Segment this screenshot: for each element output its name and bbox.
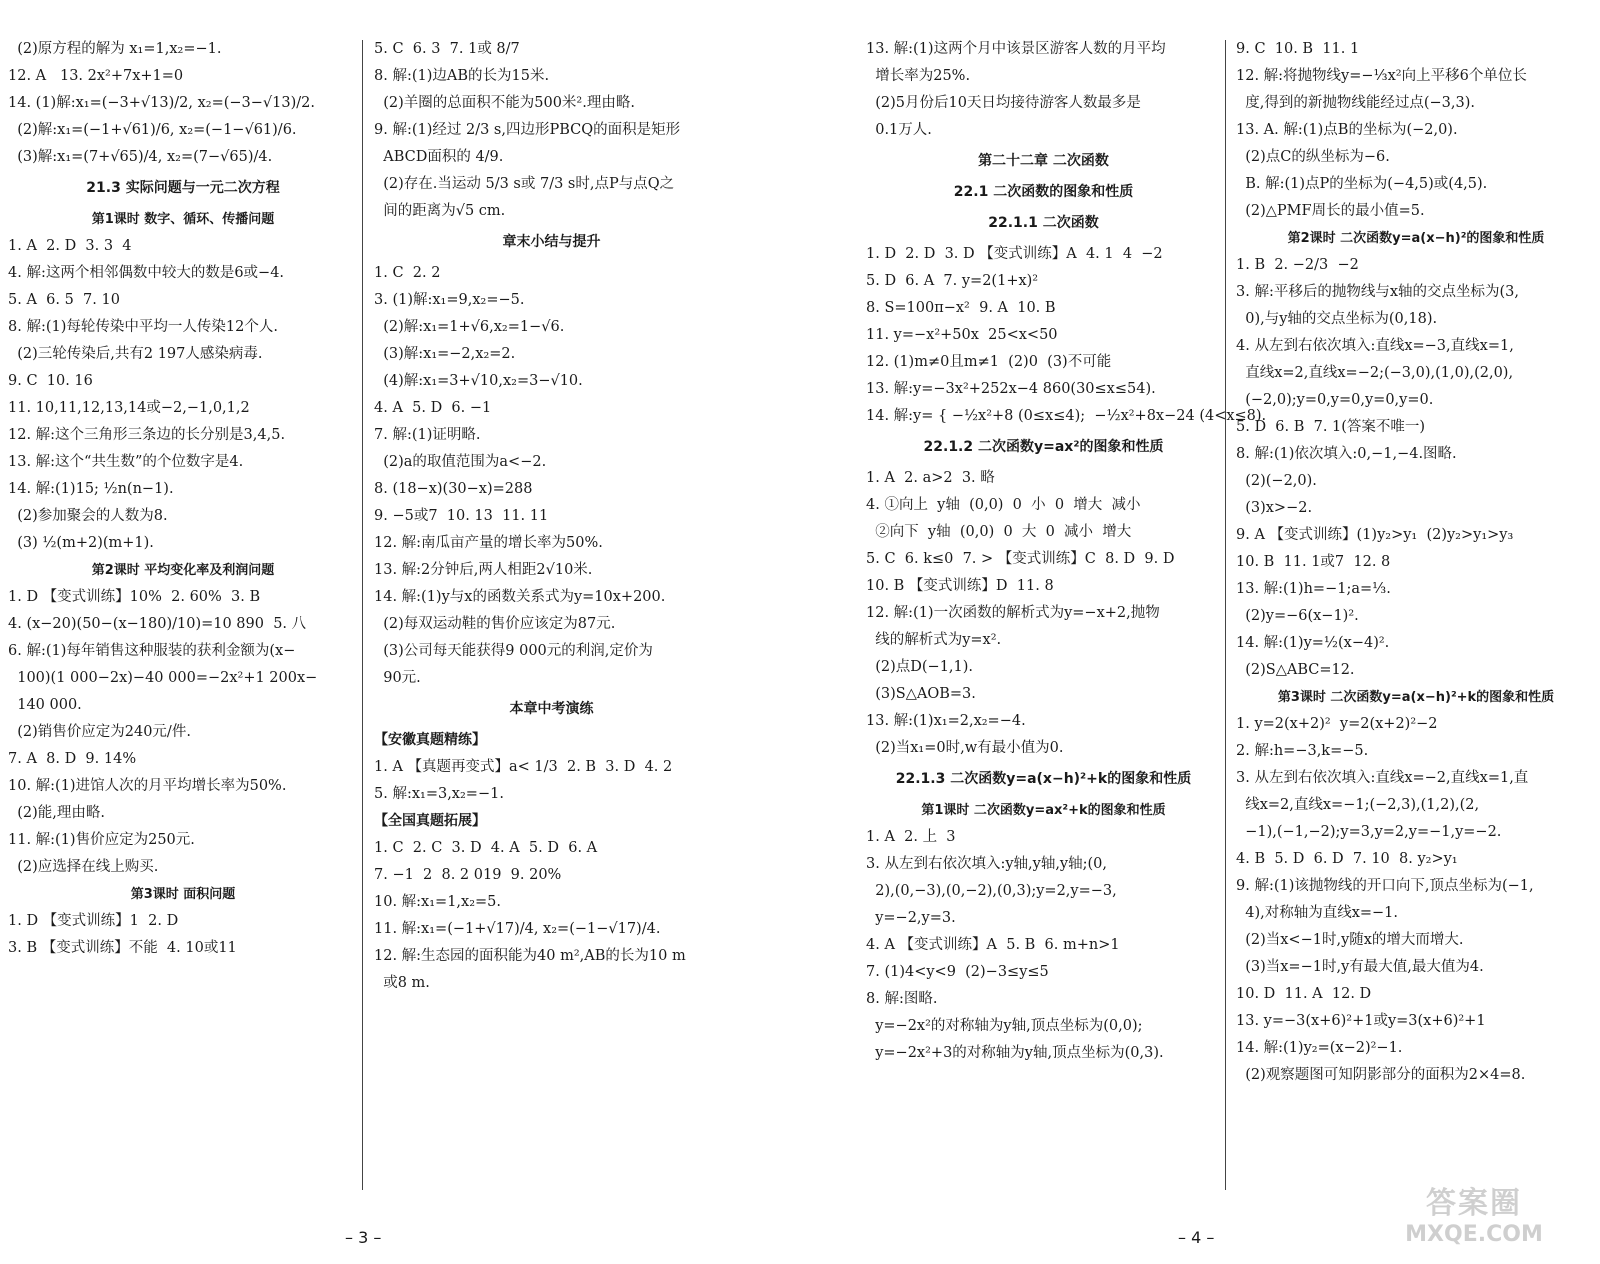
answer-line: 5. A 6. 5 7. 10 (8, 292, 120, 308)
answer-line: 1. A 2. 上 3 (866, 829, 956, 845)
answer-line: 13. 解:(1)这两个月中该景区游客人数的月平均 (866, 41, 1166, 57)
answer-line: (2)每双运动鞋的售价应该定为87元. (374, 616, 616, 632)
watermark-url: MXQE.COM (1405, 1222, 1543, 1247)
answer-line: y=−2,y=3. (866, 910, 956, 926)
answer-line: 度,得到的新抛物线能经过点(−3,3). (1236, 95, 1475, 111)
answer-line: 13. 解:(1)x₁=2,x₂=−4. (866, 713, 1026, 729)
answer-line: 5. D 6. A 7. y=2(1+x)² (866, 273, 1039, 289)
answer-line: 6. 解:(1)每年销售这种服装的获利金额为(x− (8, 643, 296, 659)
answer-line: (3)解:x₁=(7+√65)/4, x₂=(7−√65)/4. (8, 149, 273, 165)
answer-line: 1. A 2. a>2 3. 略 (866, 470, 995, 486)
answer-line: 14. 解:(1)y与x的函数关系式为y=10x+200. (374, 589, 666, 605)
answer-line: (2)当x<−1时,y随x的增大而增大. (1236, 932, 1464, 948)
section-heading: 21.3 实际问题与一元二次方程 (86, 180, 280, 196)
answer-line: (3)S△AOB=3. (866, 686, 976, 702)
answer-line: (2)点C的纵坐标为−6. (1236, 149, 1390, 165)
answer-line: −1),(−1,−2);y=3,y=2,y=−1,y=−2. (1236, 824, 1502, 840)
lesson-heading: 第1课时 数字、循环、传播问题 (91, 212, 275, 227)
answer-line: 12. 解:生态园的面积能为40 m²,AB的长为10 m (374, 948, 686, 964)
answer-line: 1. y=2(x+2)² y=2(x+2)²−2 (1236, 716, 1438, 732)
answer-line: 4. 解:这两个相邻偶数中较大的数是6或−4. (8, 265, 285, 281)
answer-line: (2)应选择在线上购买. (8, 859, 159, 875)
answer-line: 7. −1 2 8. 2 019 9. 20% (374, 867, 562, 883)
section-heading: 22.1.3 二次函数y=a(x−h)²+k的图象和性质 (895, 771, 1192, 787)
answer-line: 7. 解:(1)证明略. (374, 427, 481, 443)
watermark-logo (1384, 1178, 1564, 1250)
answer-line: 90元. (374, 670, 421, 686)
lesson-heading: 第3课时 面积问题 (130, 887, 236, 902)
answer-line: 12. A 13. 2x²+7x+1=0 (8, 68, 184, 84)
answer-line: (2)能,理由略. (8, 805, 105, 821)
answer-line: 1. D 2. D 3. D 【变式训练】A 4. 1 4 −2 (866, 246, 1163, 262)
answer-line: (3) ½(m+2)(m+1). (8, 535, 154, 551)
answer-line: 8. S=100π−x² 9. A 10. B (866, 300, 1056, 316)
column-divider (362, 40, 363, 1190)
answer-line: 间的距离为√5 cm. (374, 203, 506, 219)
section-heading: 第二十二章 二次函数 (978, 153, 1109, 169)
page-number-right: – 4 – (1178, 1228, 1215, 1247)
answer-line: 5. 解:x₁=3,x₂=−1. (374, 786, 504, 802)
answer-column-2 (374, 36, 729, 997)
answer-line: 8. 解:(1)边AB的长为15米. (374, 68, 550, 84)
answer-line: 14. 解:(1)15; ½n(n−1). (8, 481, 174, 497)
answer-line: (2)三轮传染后,共有2 197人感染病毒. (8, 346, 263, 362)
page-number-left: – 3 – (345, 1228, 382, 1247)
answer-line: 增长率为25%. (866, 68, 971, 84)
answer-line: 9. C 10. 16 (8, 373, 93, 389)
answer-line: 4. A 【变式训练】A 5. B 6. m+n>1 (866, 937, 1120, 953)
answer-line: y=−2x²+3的对称轴为y轴,顶点坐标为(0,3). (866, 1045, 1164, 1061)
answer-line: 7. A 8. D 9. 14% (8, 751, 137, 767)
answer-line: 8. 解:图略. (866, 991, 938, 1007)
answer-column-4 (1236, 36, 1596, 1089)
answer-line: (2)参加聚会的人数为8. (8, 508, 168, 524)
answer-line: y=−2x²的对称轴为y轴,顶点坐标为(0,0); (866, 1018, 1143, 1034)
answer-line: (2)存在.当运动 5/3 s或 7/3 s时,点P与点Q之 (374, 176, 675, 192)
answer-line: 14. 解:y= { −½x²+8 (0≤x≤4); −½x²+8x−24 (4<x≤8). (866, 408, 1267, 424)
answer-line: (2)△PMF周长的最小值=5. (1236, 203, 1425, 219)
answer-line: 4. B 5. D 6. D 7. 10 8. y₂>y₁ (1236, 851, 1458, 867)
answer-line: 4. ①向上 y轴 (0,0) 0 小 0 增大 减小 (866, 497, 1141, 513)
answer-line: 3. 从左到右依次填入:y轴,y轴,y轴;(0, (866, 856, 1107, 872)
answer-line: 3. B 【变式训练】不能 4. 10或11 (8, 940, 237, 956)
lesson-heading: 第1课时 二次函数y=ax²+k的图象和性质 (921, 803, 1166, 818)
answer-line: 8. 解:(1)依次填入:0,−1,−4.图略. (1236, 446, 1457, 462)
answer-line: 14. 解:(1)y₂=(x−2)²−1. (1236, 1040, 1403, 1056)
answer-line: 1. C 2. 2 (374, 265, 441, 281)
answer-line: 13. 解:2分钟后,两人相距2√10米. (374, 562, 593, 578)
answer-line: 11. 10,11,12,13,14或−2,−1,0,1,2 (8, 400, 250, 416)
answer-line: 4. 从左到右依次填入:直线x=−3,直线x=1, (1236, 338, 1514, 354)
answer-line: 10. B 【变式训练】D 11. 8 (866, 578, 1054, 594)
answer-line: (2)点D(−1,1). (866, 659, 974, 675)
section-heading: 22.1.2 二次函数y=ax²的图象和性质 (923, 439, 1164, 455)
answer-line: (2)解:x₁=(−1+√61)/6, x₂=(−1−√61)/6. (8, 122, 297, 138)
answer-line: 0),与y轴的交点坐标为(0,18). (1236, 311, 1438, 327)
answer-line: 4),对称轴为直线x=−1. (1236, 905, 1399, 921)
answer-line: 100)(1 000−2x)−40 000=−2x²+1 200x− (8, 670, 318, 686)
answer-line: 4. A 5. D 6. −1 (374, 400, 492, 416)
answer-line: 9. 解:(1)经过 2/3 s,四边形PBCQ的面积是矩形 (374, 122, 681, 138)
answer-line: 12. 解:这个三角形三条边的长分别是3,4,5. (8, 427, 286, 443)
answer-line: 5. D 6. B 7. 1(答案不唯一) (1236, 419, 1426, 435)
answer-line: 13. 解:y=−3x²+252x−4 860(30≤x≤54). (866, 381, 1156, 397)
answer-line: 14. (1)解:x₁=(−3+√13)/2, x₂=(−3−√13)/2. (8, 95, 315, 111)
answer-line: 9. −5或7 10. 13 11. 11 (374, 508, 549, 524)
answer-line: 13. A. 解:(1)点B的坐标为(−2,0). (1236, 122, 1458, 138)
answer-line: (3)当x=−1时,y有最大值,最大值为4. (1236, 959, 1484, 975)
answer-line: 3. (1)解:x₁=9,x₂=−5. (374, 292, 525, 308)
answer-line: 2. 解:h=−3,k=−5. (1236, 743, 1369, 759)
answer-line: 1. B 2. −2/3 −2 (1236, 257, 1359, 273)
answer-line: (3)公司每天能获得9 000元的利润,定价为 (374, 643, 653, 659)
subsection-label: 【安徽真题精练】 (374, 732, 486, 748)
answer-line: 13. 解:这个“共生数”的个位数字是4. (8, 454, 244, 470)
answer-line: 9. A 【变式训练】(1)y₂>y₁ (2)y₂>y₁>y₃ (1236, 527, 1514, 543)
answer-line: ABCD面积的 4/9. (374, 149, 504, 165)
section-heading: 22.1.1 二次函数 (988, 215, 1099, 231)
answer-line: 1. A 2. D 3. 3 4 (8, 238, 132, 254)
answer-line: 140 000. (8, 697, 82, 713)
answer-line: 12. 解:南瓜亩产量的增长率为50%. (374, 535, 603, 551)
answer-line: (2)(−2,0). (1236, 473, 1317, 489)
answer-line: 3. 从左到右依次填入:直线x=−2,直线x=1,直 (1236, 770, 1529, 786)
answer-line: ②向下 y轴 (0,0) 0 大 0 减小 增大 (866, 524, 1132, 540)
answer-line: 1. D 【变式训练】1 2. D (8, 913, 179, 929)
answer-line: 14. 解:(1)y=½(x−4)². (1236, 635, 1390, 651)
answer-line: 12. (1)m≠0且m≠1 (2)0 (3)不可能 (866, 354, 1112, 370)
answer-line: (2)当x₁=0时,w有最小值为0. (866, 740, 1064, 756)
answer-line: 线x=2,直线x=−1;(−2,3),(1,2),(2, (1236, 797, 1480, 813)
column-divider (1225, 40, 1226, 1190)
answer-line: 7. (1)4<y<9 (2)−3≤y≤5 (866, 964, 1049, 980)
answer-line: 或8 m. (374, 975, 430, 991)
lesson-heading: 第2课时 二次函数y=a(x−h)²的图象和性质 (1287, 231, 1545, 246)
answer-line: 12. 解:将抛物线y=−⅓x²向上平移6个单位长 (1236, 68, 1527, 84)
answer-line: 11. 解:x₁=(−1+√17)/4, x₂=(−1−√17)/4. (374, 921, 661, 937)
answer-line: (2)观察题图可知阴影部分的面积为2×4=8. (1236, 1067, 1526, 1083)
answer-line: 1. D 【变式训练】10% 2. 60% 3. B (8, 589, 261, 605)
answer-line: (2)销售价应定为240元/件. (8, 724, 191, 740)
answer-column-3 (866, 36, 1267, 1067)
answer-line: (−2,0);y=0,y=0,y=0,y=0. (1236, 392, 1434, 408)
answer-line: 12. 解:(1)一次函数的解析式为y=−x+2,抛物 (866, 605, 1160, 621)
answer-line: (4)解:x₁=3+√10,x₂=3−√10. (374, 373, 583, 389)
answer-line: (2)羊圈的总面积不能为500米².理由略. (374, 95, 635, 111)
answer-line: 8. (18−x)(30−x)=288 (374, 481, 533, 497)
answer-line: 1. C 2. C 3. D 4. A 5. D 6. A (374, 840, 598, 856)
answer-line: 直线x=2,直线x=−2;(−3,0),(1,0),(2,0), (1236, 365, 1514, 381)
answer-line: (3)解:x₁=−2,x₂=2. (374, 346, 516, 362)
answer-column-1 (8, 36, 358, 962)
answer-line: 10. B 11. 1或7 12. 8 (1236, 554, 1391, 570)
section-heading: 22.1 二次函数的图象和性质 (953, 184, 1134, 200)
answer-line: (2)5月份后10天日均接待游客人数最多是 (866, 95, 1141, 111)
answer-line: (2)原方程的解为 x₁=1,x₂=−1. (8, 41, 222, 57)
answer-line: 10. D 11. A 12. D (1236, 986, 1372, 1002)
answer-line: (2)a的取值范围为a<−2. (374, 454, 547, 470)
answer-line: 10. 解:x₁=1,x₂=5. (374, 894, 502, 910)
answer-line: 1. A 【真题再变式】a< 1/3 2. B 3. D 4. 2 (374, 759, 673, 775)
answer-line: 3. 解:平移后的抛物线与x轴的交点坐标为(3, (1236, 284, 1519, 300)
answer-line: 11. 解:(1)售价应定为250元. (8, 832, 195, 848)
lesson-heading: 第3课时 二次函数y=a(x−h)²+k的图象和性质 (1277, 690, 1555, 705)
answer-line: B. 解:(1)点P的坐标为(−4,5)或(4,5). (1236, 176, 1488, 192)
answer-line: (2)y=−6(x−1)². (1236, 608, 1359, 624)
answer-line: 5. C 6. 3 7. 1或 8/7 (374, 41, 520, 57)
answer-line: 2),(0,−3),(0,−2),(0,3);y=2,y=−3, (866, 883, 1117, 899)
section-heading: 章末小结与提升 (502, 234, 601, 250)
answer-line: 9. 解:(1)该抛物线的开口向下,顶点坐标为(−1, (1236, 878, 1534, 894)
answer-line: 0.1万人. (866, 122, 932, 138)
answer-line: 线的解析式为y=x². (866, 632, 1002, 648)
answer-line: 8. 解:(1)每轮传染中平均一人传染12个人. (8, 319, 278, 335)
watermark-text: 答案圈 (1426, 1186, 1522, 1221)
answer-line: (2)解:x₁=1+√6,x₂=1−√6. (374, 319, 565, 335)
answer-line: 9. C 10. B 11. 1 (1236, 41, 1360, 57)
subsection-label: 【全国真题拓展】 (374, 813, 486, 829)
answer-line: 11. y=−x²+50x 25<x<50 (866, 327, 1058, 343)
answer-line: 13. 解:(1)h=−1;a=⅓. (1236, 581, 1391, 597)
answer-line: 4. (x−20)(50−(x−180)/10)=10 890 5. 八 (8, 616, 307, 632)
section-heading: 本章中考演练 (509, 701, 594, 717)
answer-line: 10. 解:(1)进馆人次的月平均增长率为50%. (8, 778, 287, 794)
answer-line: (3)x>−2. (1236, 500, 1313, 516)
answer-line: 13. y=−3(x+6)²+1或y=3(x+6)²+1 (1236, 1013, 1486, 1029)
answer-line: 5. C 6. k≤0 7. > 【变式训练】C 8. D 9. D (866, 551, 1175, 567)
lesson-heading: 第2课时 平均变化率及利润问题 (91, 563, 275, 578)
answer-line: (2)S△ABC=12. (1236, 662, 1355, 678)
